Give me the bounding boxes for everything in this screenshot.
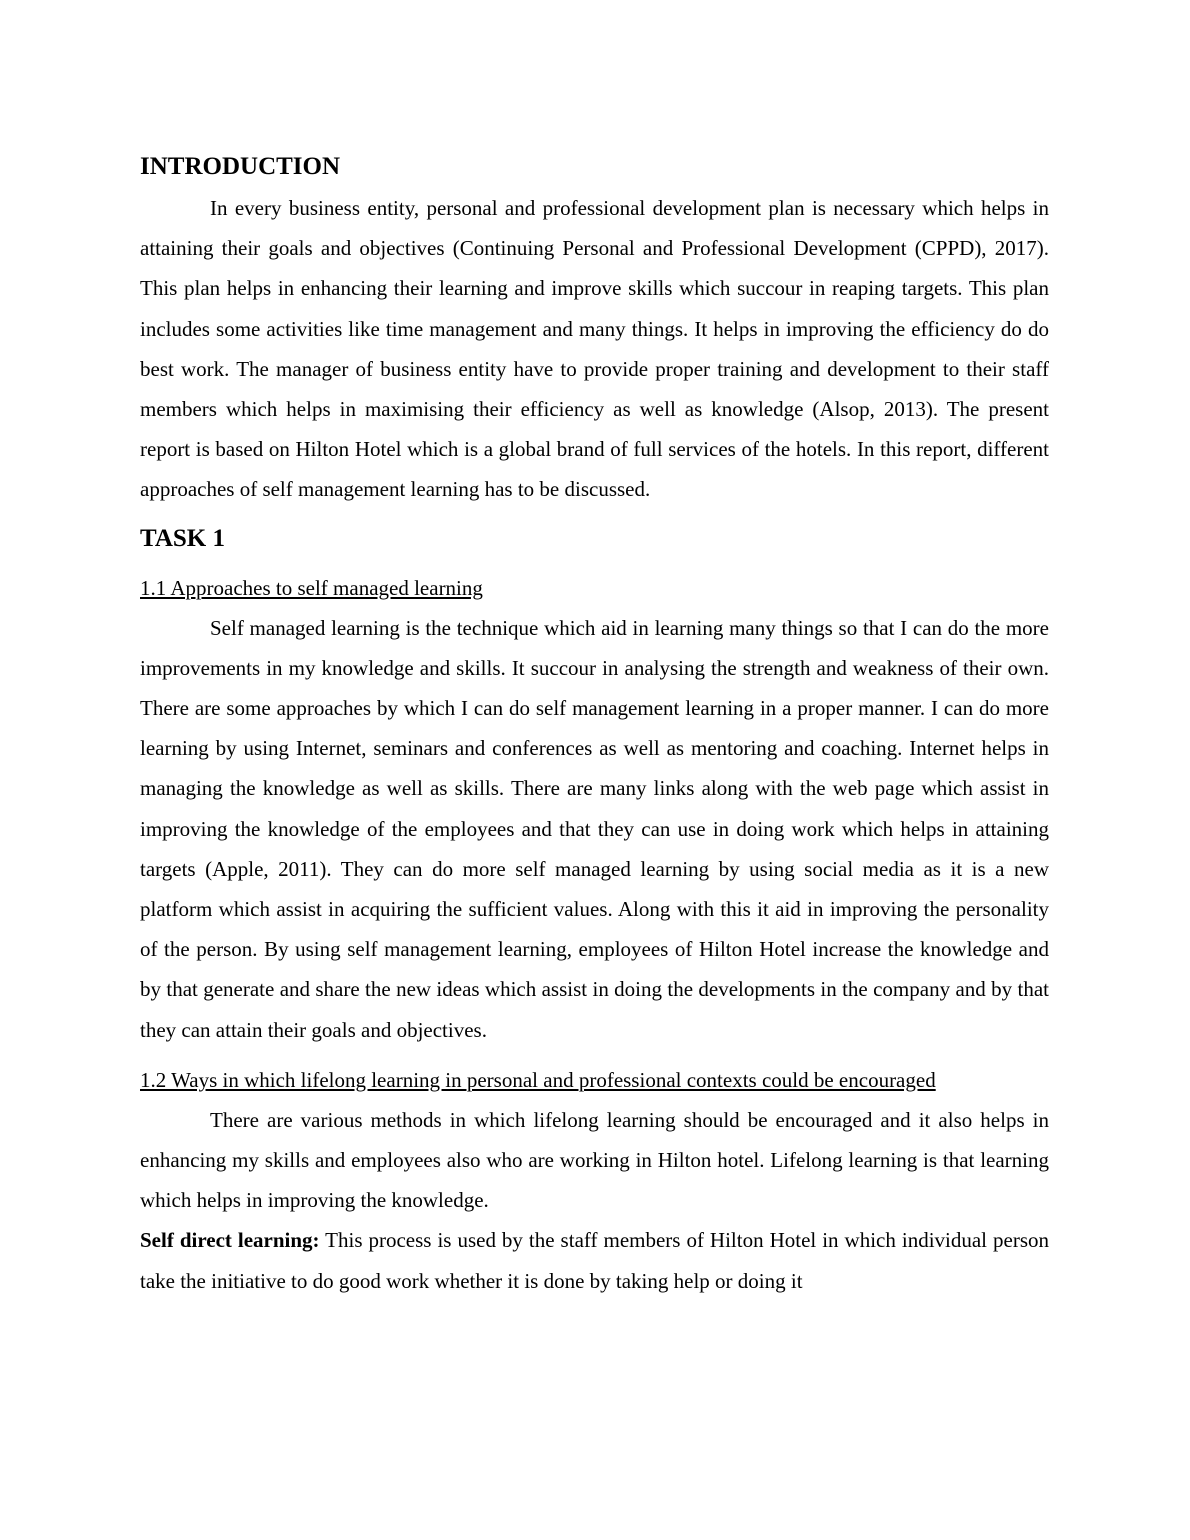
section-1-2-title: 1.2 Ways in which lifelong learning in personal and professional contexts could be encouraged <box>140 1067 936 1092</box>
document-page <box>140 150 1049 1301</box>
self-direct-learning-text: This process is used by the staff members of Hilton Hotel in which individual person take the initiative to do good work whether it is done by taking help or doing it <box>140 1228 1049 1293</box>
introduction-paragraph: In every business entity, personal and professional development plan is necessary which helps in attaining their goals and objectives (Continuing Personal and Professional Development (CPPD), 2017). This plan helps in enhancing their learning and improve skills which succour in reaping targets. This plan includes some activities like time management and many things. It helps in improving the efficiency do do best work. The manager of business entity have to provide proper training and development to their staff members which helps in maximising their efficiency as well as knowledge (Alsop, 2013). The present report is based on Hilton Hotel which is a global brand of full services of the hotels. In this report, different approaches of self management learning has to be discussed. <box>140 196 1049 502</box>
task-1-heading: TASK 1 <box>140 524 225 552</box>
self-direct-learning-label: Self direct learning: <box>140 1228 320 1253</box>
self-direct-learning-paragraph <box>140 1220 1049 1300</box>
section-1-1-title: 1.1 Approaches to self managed learning <box>140 575 483 600</box>
section-1-2-paragraph: There are various methods in which lifelong learning should be encouraged and it also helps in enhancing my skills and employees also who are working in Hilton hotel. Lifelong learning is that learning which helps in improving the knowledge. <box>140 1107 1049 1213</box>
introduction-heading: INTRODUCTION <box>140 153 341 180</box>
section-1-1-paragraph: Self managed learning is the technique which aid in learning many things so that I can do the more improvements in my knowledge and skills. It succour in analysing the strength and weakness of their own. There are some approaches by which I can do self management learning in a proper manner. I can do more learning by using Internet, seminars and conferences as well as mentoring and coaching. Internet helps in managing the knowledge as well as skills. There are many links along with the web page which assist in improving the knowledge of the employees and that they can use in doing work which helps in attaining targets (Apple, 2011). They can do more self managed learning by using social media as it is a new platform which assist in acquiring the sufficient values. Along with this it aid in improving the personality of the person. By using self management learning, employees of Hilton Hotel increase the knowledge and by that generate and share the new ideas which assist in doing the developments in the company and by that they can attain their goals and objectives. <box>140 615 1049 1042</box>
